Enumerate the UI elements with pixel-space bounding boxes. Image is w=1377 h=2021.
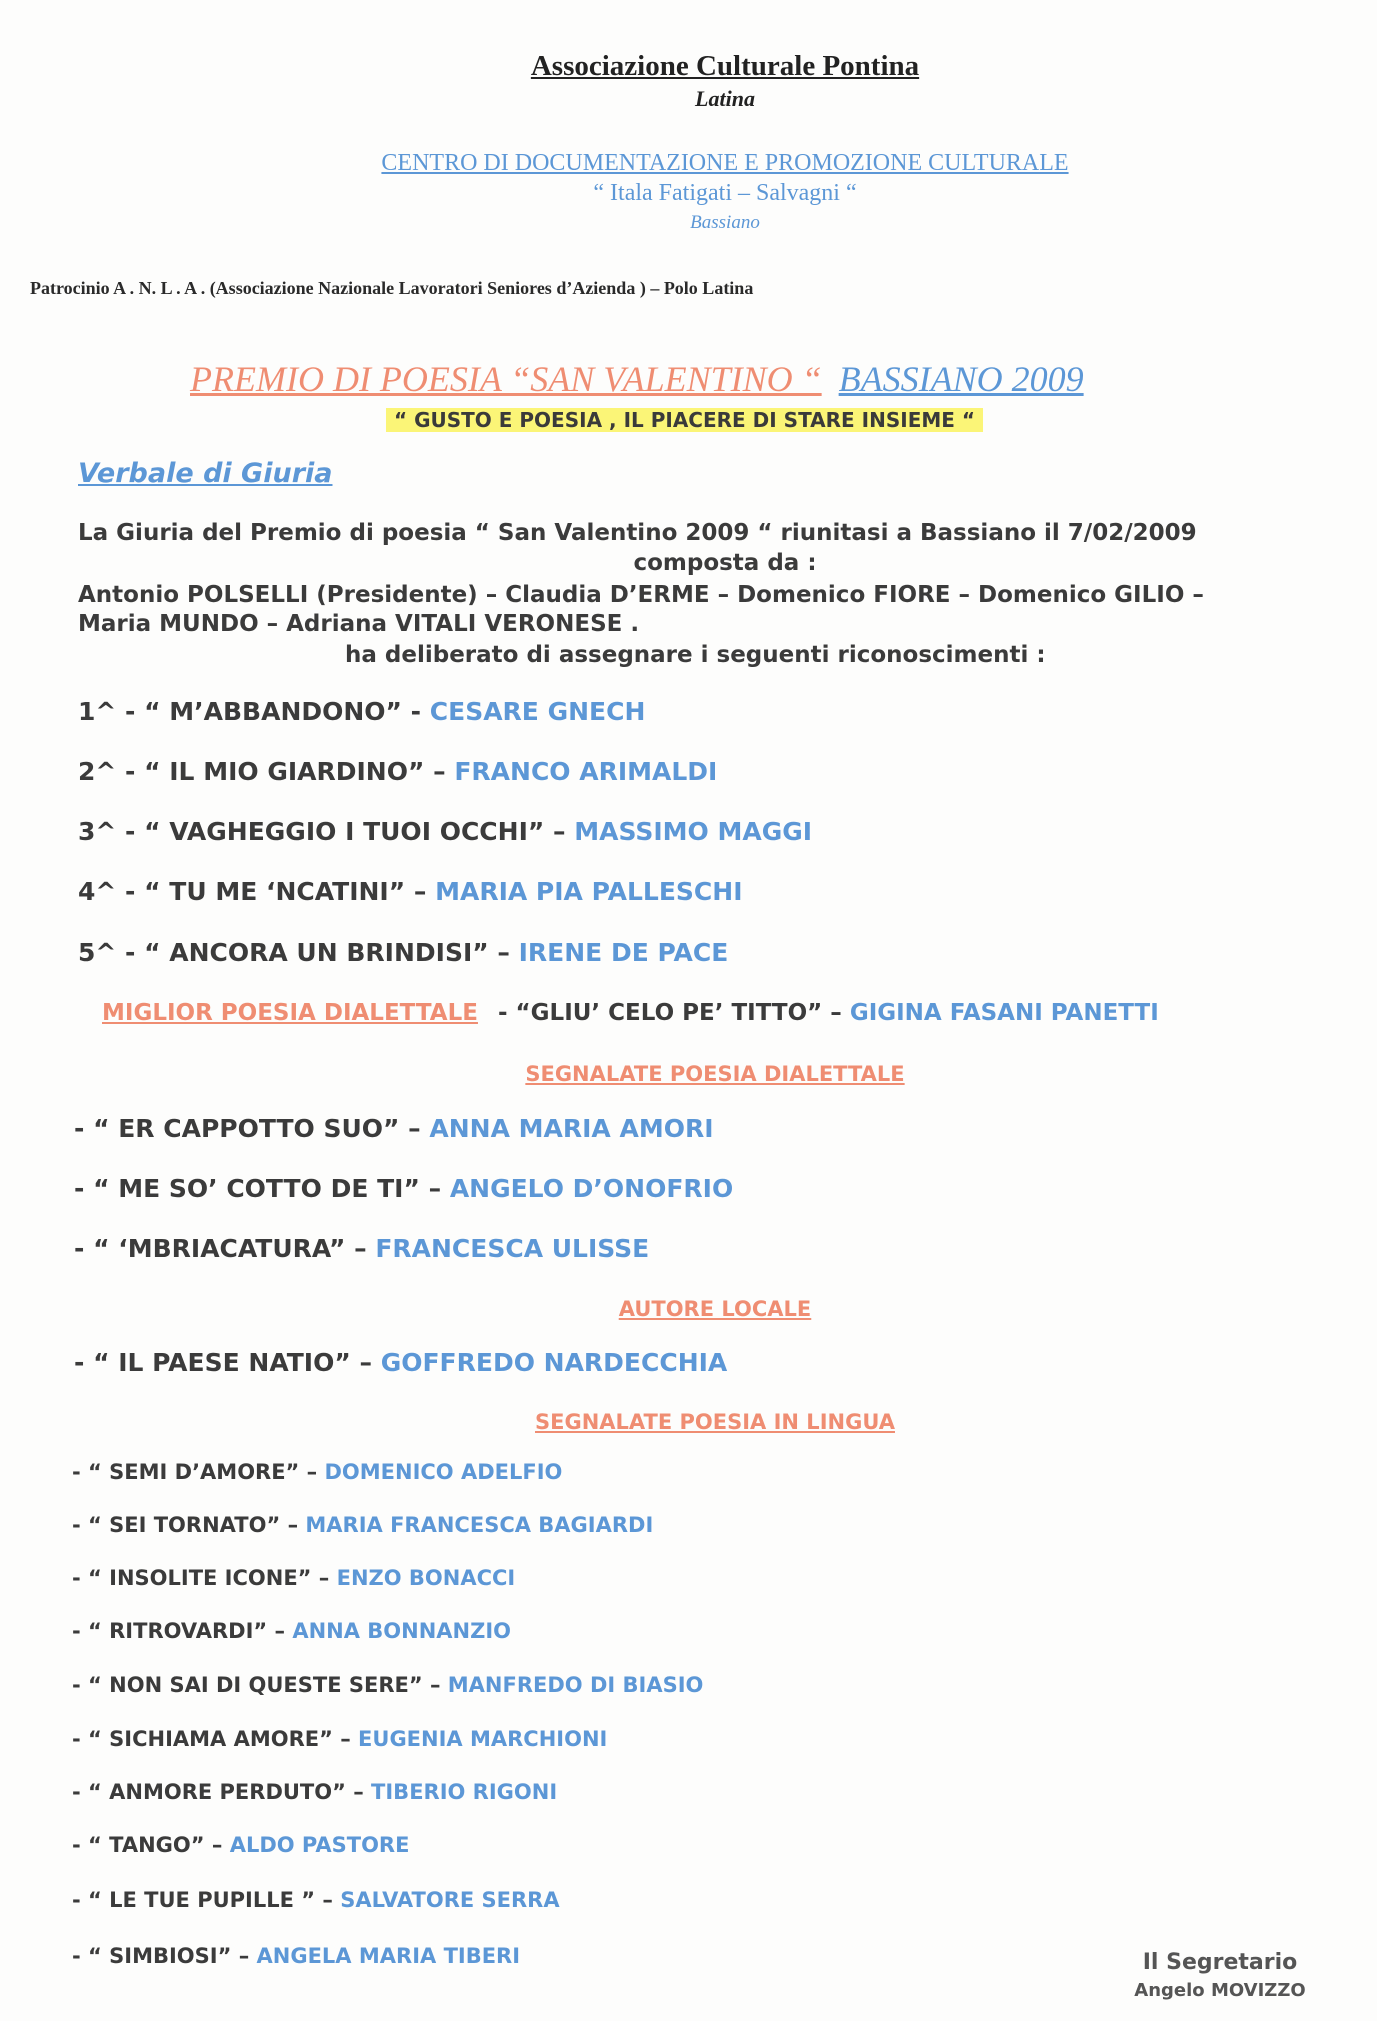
poem-author: GOFFREDO NARDECCHIA <box>380 1348 728 1377</box>
poem-title: - “ SICHIAMA AMORE” – <box>72 1727 351 1751</box>
poem-title: - “ RITROVARDI” – <box>72 1619 286 1643</box>
poem-title: - “ SEMI D’AMORE” – <box>72 1460 318 1484</box>
list-item <box>72 1673 703 1697</box>
list-item <box>72 1460 562 1484</box>
premio-bassiano: BASSIANO 2009 <box>838 359 1084 399</box>
poem-author: ANNA MARIA AMORI <box>429 1114 714 1143</box>
dialettale-row <box>102 1000 1159 1026</box>
poem-author: MARIA FRANCESCA BAGIARDI <box>305 1513 654 1537</box>
poem-author: SALVATORE SERRA <box>340 1888 560 1912</box>
winner-author: CESARE GNECH <box>429 697 646 726</box>
list-item <box>72 1619 511 1643</box>
winner-rank: 3^ - “ VAGHEGGIO I TUOI OCCHI” – <box>78 817 566 846</box>
poem-title: - “ SIMBIOSI” – <box>72 1944 250 1968</box>
list-item <box>72 1944 520 1968</box>
signature-role: Il Segretario <box>1142 1950 1298 1975</box>
poem-author: MANFREDO DI BIASIO <box>447 1673 704 1697</box>
poem-author: ANNA BONNANZIO <box>292 1619 512 1643</box>
poem-title: - “ INSOLITE ICONE” – <box>72 1566 330 1590</box>
segnalate-lingua-heading: SEGNALATE POESIA IN LINGUA <box>535 1410 895 1434</box>
premio-title: PREMIO DI POESIA “SAN VALENTINO “ <box>190 359 822 399</box>
winner-author: MARIA PIA PALLESCHI <box>435 877 743 906</box>
list-item <box>72 1888 560 1912</box>
list-item <box>72 1566 515 1590</box>
winner-rank: 2^ - “ IL MIO GIARDINO” – <box>78 757 446 786</box>
poem-title: - “ ANMORE PERDUTO” – <box>72 1780 364 1804</box>
list-item <box>72 1833 409 1857</box>
segnalate-dialettale-heading: SEGNALATE POESIA DIALETTALE <box>525 1062 905 1086</box>
winner-rank: 5^ - “ ANCORA UN BRINDISI” – <box>78 938 510 967</box>
poem-author: ENZO BONACCI <box>336 1566 516 1590</box>
list-item <box>78 938 728 967</box>
winner-author: FRANCO ARIMALDI <box>454 757 718 786</box>
poem-title: - “ IL PAESE NATIO” – <box>74 1348 372 1377</box>
poem-title: - “ LE TUE PUPILLE ” – <box>72 1888 333 1912</box>
list-item <box>78 697 645 726</box>
poem-author: DOMENICO ADELFIO <box>324 1460 563 1484</box>
list-item <box>78 817 812 846</box>
poem-title: - “ SEI TORNATO” – <box>72 1513 299 1537</box>
list-item <box>74 1114 714 1143</box>
poem-author: FRANCESCA ULISSE <box>375 1234 650 1263</box>
verbale-line3: Antonio POLSELLI (Presidente) – Claudia D’ERME – Domenico FIORE – Domenico GILIO – <box>78 582 1204 608</box>
signature-name: Angelo MOVIZZO <box>1134 1980 1306 2001</box>
autore-locale-heading: AUTORE LOCALE <box>618 1297 812 1321</box>
dialettale-label: MIGLIOR POESIA DIALETTALE <box>102 1000 478 1026</box>
verbale-line4: Maria MUNDO – Adriana VITALI VERONESE . <box>78 611 640 637</box>
verbale-line2: composta da : <box>633 550 817 576</box>
poem-author: ALDO PASTORE <box>229 1833 410 1857</box>
centro-title: CENTRO DI DOCUMENTAZIONE E PROMOZIONE CULTURALE <box>381 150 1069 176</box>
poem-author: ANGELA MARIA TIBERI <box>256 1944 521 1968</box>
list-item <box>72 1513 653 1537</box>
dialettale-poem: - “GLIU’ CELO PE’ TITTO” – <box>497 1000 842 1026</box>
list-item <box>78 757 717 786</box>
centro-city: Bassiano <box>690 212 760 233</box>
centro-name: “ Itala Fatigati – Salvagni “ <box>593 180 857 206</box>
poem-author: TIBERIO RIGONI <box>371 1780 558 1804</box>
poem-title: - “ ‘MBRIACATURA” – <box>74 1234 367 1263</box>
winner-rank: 1^ - “ M’ABBANDONO” - <box>78 697 422 726</box>
poem-author: EUGENIA MARCHIONI <box>358 1727 608 1751</box>
winner-rank: 4^ - “ TU ME ‘NCATINI” – <box>78 877 427 906</box>
poem-title: - “ TANGO” – <box>72 1833 223 1857</box>
verbale-line1: La Giuria del Premio di poesia “ San Valentino 2009 “ riunitasi a Bassiano il 7/02/2009 <box>78 520 1197 546</box>
list-item <box>74 1174 733 1203</box>
dialettale-author: GIGINA FASANI PANETTI <box>849 1000 1159 1026</box>
winner-author: IRENE DE PACE <box>518 938 729 967</box>
org-name: Associazione Culturale Pontina <box>530 50 920 82</box>
list-item <box>72 1780 557 1804</box>
list-item <box>74 1234 649 1263</box>
poem-title: - “ ER CAPPOTTO SUO” – <box>74 1114 421 1143</box>
poem-title: - “ NON SAI DI QUESTE SERE” – <box>72 1673 441 1697</box>
winner-author: MASSIMO MAGGI <box>574 817 813 846</box>
verbale-heading: Verbale di Giuria <box>78 458 333 489</box>
verbale-line5: ha deliberato di assegnare i seguenti riconoscimenti : <box>345 642 1046 668</box>
poem-title: - “ ME SO’ COTTO DE TI” – <box>74 1174 442 1203</box>
list-item <box>78 877 743 906</box>
org-city: Latina <box>695 86 755 111</box>
premio-motto: “ GUSTO E POESIA , IL PIACERE DI STARE INSIEME “ <box>386 408 983 432</box>
list-item <box>74 1348 727 1377</box>
poem-author: ANGELO D’ONOFRIO <box>449 1174 734 1203</box>
list-item <box>72 1727 607 1751</box>
patrocinio: Patrocinio A . N. L . A . (Associazione Nazionale Lavoratori Seniores d’Azienda ) – Polo Latina <box>30 278 754 298</box>
